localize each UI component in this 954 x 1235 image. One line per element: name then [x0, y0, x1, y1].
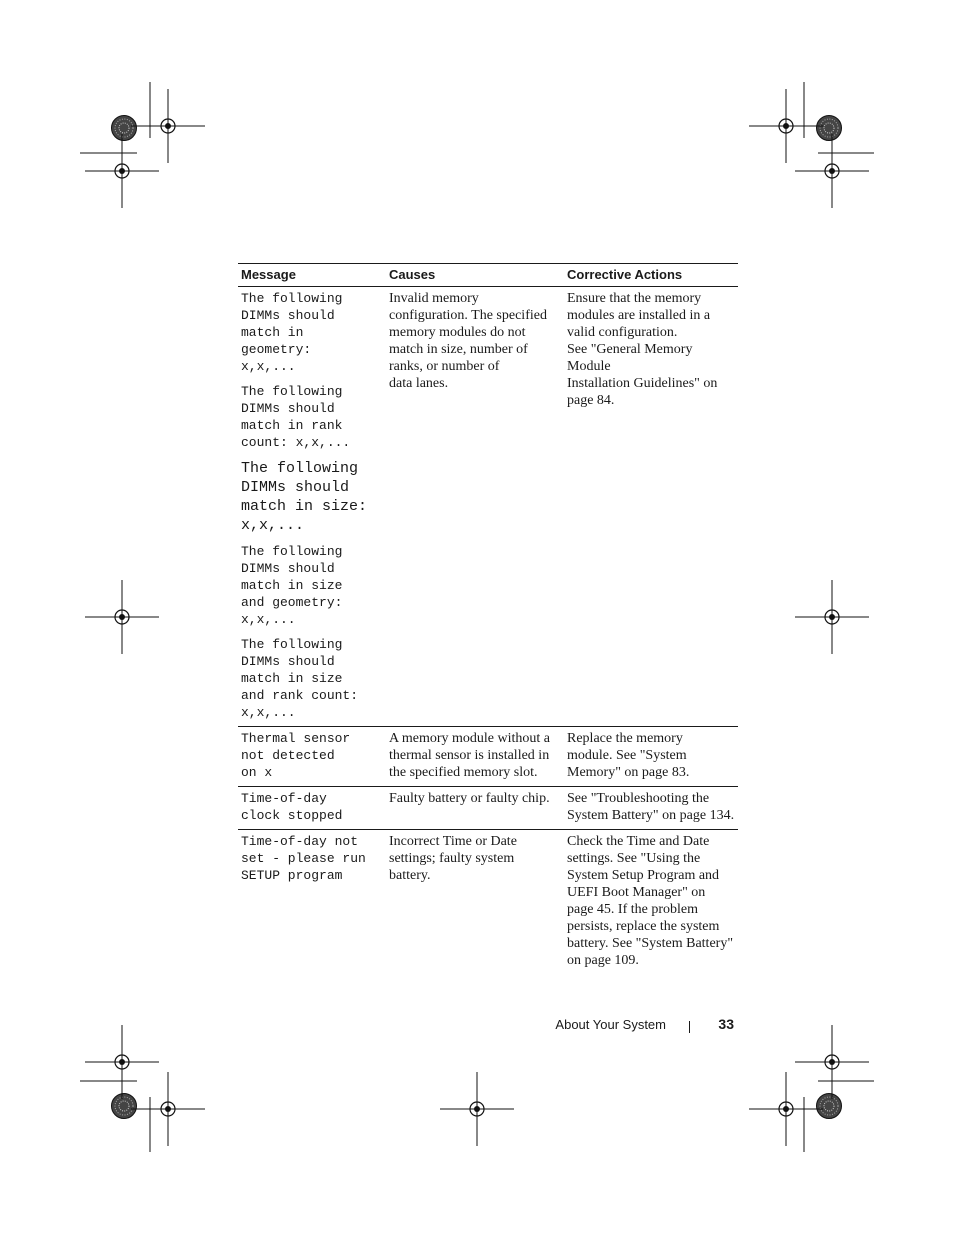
message-text: The following DIMMs should match in size and geometry: x,x,... [241, 544, 343, 627]
footer-section-title: About Your System [555, 1017, 666, 1032]
action-text: Check the Time and Date settings. See "Using the System Setup Program and UEFI Boot Manager" on page 45. If the problem persists, replace the system battery. See "System Battery" on page 109. [567, 834, 734, 968]
cause-text: Faulty battery or faulty chip. [389, 791, 550, 806]
cause-cell [386, 287, 564, 727]
message-cell [238, 830, 386, 975]
cause-text: A memory module without a thermal sensor is installed in the specified memory slot. [389, 731, 550, 780]
page-number: 33 [718, 1016, 734, 1032]
header-message: Message [238, 264, 386, 287]
message-text: Time-of-day clock stopped [241, 791, 343, 823]
action-text: Ensure that the memory modules are installed in a valid configuration. See "General Memory Module Installation Guidelines" on page 84. [567, 291, 718, 408]
table-header-row [238, 264, 738, 287]
action-text: See "Troubleshooting the System Battery" on page 134. [567, 791, 735, 823]
table-row [238, 787, 738, 830]
message-cell [238, 787, 386, 830]
message-cell [238, 287, 386, 727]
message-text: Time-of-day not set - please run SETUP program [241, 834, 366, 883]
cause-cell [386, 830, 564, 975]
message-text: The following DIMMs should match in size and rank count: x,x,... [241, 637, 359, 720]
action-cell [564, 787, 738, 830]
table-row [238, 830, 738, 975]
table-row [238, 287, 738, 727]
cause-text: Incorrect Time or Date settings; faulty system battery. [389, 834, 517, 883]
action-cell [564, 727, 738, 787]
action-text: Replace the memory module. See "System Memory" on page 83. [567, 731, 690, 780]
message-text: The following DIMMs should match in rank count: x,x,... [241, 384, 351, 450]
page-footer [520, 1015, 736, 1035]
header-corrective-actions: Corrective Actions [564, 264, 738, 287]
message-text: The following DIMMs should match in size: x,x,... [241, 460, 368, 534]
cause-text: Invalid memory configuration. The specified memory modules do not match in size, number of ranks, or number of data lanes. [389, 291, 547, 391]
error-messages-table [238, 263, 738, 974]
action-cell [564, 287, 738, 727]
footer-separator [689, 1021, 690, 1033]
message-text: Thermal sensor not detected on x [241, 731, 351, 780]
message-cell [238, 727, 386, 787]
cause-cell [386, 727, 564, 787]
header-causes: Causes [386, 264, 564, 287]
cause-cell [386, 787, 564, 830]
action-cell [564, 830, 738, 975]
table-row [238, 727, 738, 787]
message-text: The following DIMMs should match in geometry: x,x,... [241, 291, 343, 374]
